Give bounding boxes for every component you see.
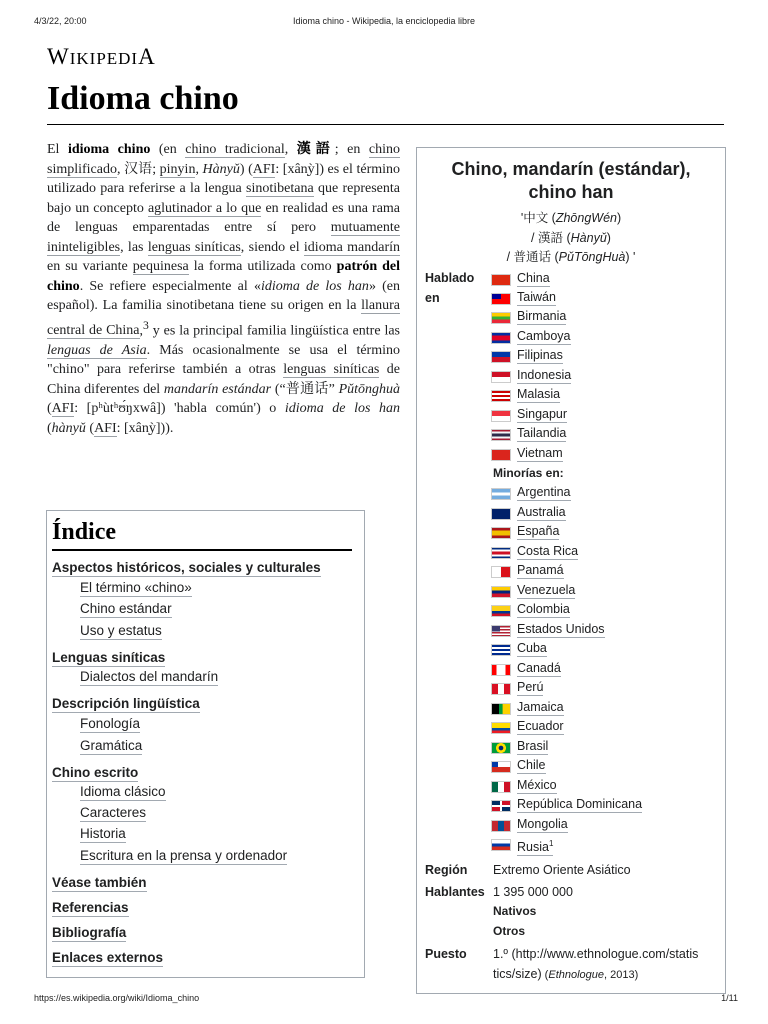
toc-title: Índice: [52, 519, 352, 551]
colombia-flag-icon: [491, 605, 511, 617]
print-date: 4/3/22, 20:00: [34, 16, 87, 26]
philippines-flag-icon: [491, 351, 511, 363]
table-of-contents: [46, 510, 365, 978]
peru-flag-icon: [491, 683, 511, 695]
toc-item-historia[interactable]: Historia: [80, 826, 126, 841]
logo-a: A: [138, 44, 156, 69]
native-name-zhongwen: '中文 (ZhōngWén): [520, 211, 622, 225]
print-page-title: Idioma chino - Wikipedia, la enciclopedia libre: [292, 16, 476, 26]
page-title: Idioma chino: [47, 80, 239, 117]
others-label: Otros: [493, 924, 526, 938]
region-value: Extremo Oriente Asiático: [493, 863, 631, 877]
brazil-flag-icon: [491, 742, 511, 754]
rank-value: 1.º (http://www.ethnologue.com/statis tics/size) (Ethnologue, 2013): [493, 947, 699, 981]
russia-flag-icon: [491, 839, 511, 851]
ref-3[interactable]: 3: [143, 318, 149, 332]
link-chino-tradicional[interactable]: chino tradicional: [185, 142, 285, 157]
link-mutuamente-ininteligibles[interactable]: mutuamente ininteligibles: [47, 220, 400, 255]
spain-flag-icon: [491, 527, 511, 539]
print-url: https://es.wikipedia.org/wiki/Idioma_chino: [34, 993, 200, 1003]
link-llanura-central[interactable]: llanura central de China: [47, 298, 400, 339]
link-pequinesa[interactable]: pequinesa: [132, 259, 189, 274]
toc-item-aspectos[interactable]: Aspectos históricos, sociales y culturales: [52, 560, 321, 575]
jamaica-flag-icon: [491, 703, 511, 715]
toc-item-termino-chino[interactable]: El término «chino»: [80, 580, 192, 595]
toc-item-caracteres[interactable]: Caracteres: [80, 805, 147, 820]
ethnologue-link[interactable]: 1.º (http://www.ethnologue.com/statis tics/size): [493, 947, 699, 981]
australia-flag-icon: [491, 508, 511, 520]
minorities-label: Minorías en:: [493, 466, 564, 480]
toc-item-uso-estatus[interactable]: Uso y estatus: [80, 623, 162, 638]
indonesia-flag-icon: [491, 371, 511, 383]
rank-label: Puesto: [425, 947, 467, 961]
link-lenguas-siniticas-2[interactable]: lenguas siníticas: [283, 362, 380, 378]
canada-flag-icon: [491, 664, 511, 676]
malaysia-flag-icon: [491, 390, 511, 402]
cambodia-flag-icon: [491, 332, 511, 344]
print-header: [0, 16, 768, 30]
panama-flag-icon: [491, 566, 511, 578]
toc-item-escritura-prensa[interactable]: Escritura en la prensa y ordenador: [80, 848, 288, 863]
cuba-flag-icon: [491, 644, 511, 656]
link-chino-simplificado[interactable]: chino simplificado: [47, 142, 401, 177]
ecuador-flag-icon: [491, 722, 511, 734]
toc-item-chino-estandar[interactable]: Chino estándar: [80, 601, 172, 616]
toc-item-idioma-clasico[interactable]: Idioma clásico: [80, 784, 166, 799]
link-sinotibetana[interactable]: sinotibetana: [246, 181, 314, 196]
ref-1[interactable]: 1: [548, 839, 554, 848]
spoken-in-label: Hablado en: [425, 271, 475, 305]
vietnam-flag-icon: [491, 449, 511, 461]
china-flag-icon: [491, 274, 511, 286]
speakers-value: 1 395 000 000: [493, 885, 573, 899]
toc-item-descripcion[interactable]: Descripción lingüística: [52, 696, 200, 711]
natives-label: Nativos: [493, 904, 537, 918]
mexico-flag-icon: [491, 781, 511, 793]
logo-ikipedi: IKIPEDI: [69, 49, 139, 68]
native-name-putonghua: / 普通话 (PǔTōngHuà) ': [506, 250, 636, 264]
print-footer: [0, 993, 768, 1007]
link-lenguas-de-asia[interactable]: lenguas de Asia: [47, 342, 147, 358]
costa-rica-flag-icon: [491, 547, 511, 559]
link-idioma-mandarin[interactable]: idioma mandarín: [303, 239, 400, 255]
link-pinyin[interactable]: pinyin: [159, 161, 196, 177]
link-afi-3[interactable]: AFI: [94, 420, 117, 436]
print-page-number: 1/11: [721, 993, 738, 1003]
title-divider: [47, 124, 724, 125]
chile-flag-icon: [491, 761, 511, 773]
toc-item-referencias[interactable]: Referencias: [52, 900, 129, 915]
toc-item-fonologia[interactable]: Fonología: [80, 716, 141, 731]
thailand-flag-icon: [491, 429, 511, 441]
venezuela-flag-icon: [491, 586, 511, 598]
toc-item-chino-escrito[interactable]: Chino escrito: [52, 765, 139, 780]
myanmar-flag-icon: [491, 312, 511, 324]
toc-item-bibliografia[interactable]: Bibliografía: [52, 925, 127, 940]
dominican-republic-flag-icon: [491, 800, 511, 812]
language-infobox: Chino, mandarín (estándar), chino han '中文 (ZhōngWén) / 漢語 (Hànyǔ) / 普通话 (PǔTōngHuà) ' Hablado en China Taiwán Birmania Camboya Filipinas Indonesia Malasia Singapur Tailandia Vietnam Minorías en: Argentina Australia España Costa Rica Panamá Venezuela Colombia Estados Unidos Cuba Canadá Perú Jamaica Ecuador Brasil Chile México República Dominicana Mongolia Rusia$^1$ Región Extremo Oriente Asiático Hablantes 1 395 000 000 Nativos Otros Puesto 1.º (http://www.ethnologue.com/statis tics/size) (Ethnologue, 2013): [416, 147, 726, 994]
link-afi-2[interactable]: AFI: [51, 401, 75, 417]
region-label: Región: [425, 863, 468, 877]
toc-item-gramatica[interactable]: Gramática: [80, 738, 143, 753]
toc-item-vease-tambien[interactable]: Véase también: [52, 875, 147, 890]
argentina-flag-icon: [491, 488, 511, 500]
wikipedia-logo[interactable]: [47, 44, 156, 70]
mongolia-flag-icon: [491, 820, 511, 832]
speakers-label: Hablantes: [425, 885, 485, 899]
native-name-hanyu: / 漢語 (Hànyǔ): [531, 231, 611, 245]
toc-item-lenguas-siniticas[interactable]: Lenguas siníticas: [52, 650, 166, 665]
toc-item-dialectos[interactable]: Dialectos del mandarín: [80, 669, 219, 684]
singapore-flag-icon: [491, 410, 511, 422]
lead-paragraph: El idioma chino (en chino tradicional, 漢語; en chino simplificado, 汉语; pinyin, Hànyǔ) (AFI: [xân̩ỳ]) es el término utilizado para referirse a la lengua sinotibetana que representa bajo un concepto aglutinador a lo que en realidad es una rama de lenguas emparentadas entre sí pero mutuamente ininteligibles, las lenguas siníticas, siendo el idioma mandarín en su variante pequinesa la forma utilizada como patrón del chino. Se refiere especialmente al «idioma de los han» (en español). La familia sinotibetana tiene su origen en la llanura central de China,$^3$ y es la principal familia lingüística entre las lenguas de Asia. Más ocasionalmente se usa el término "chino" para referirse también a otras lenguas siníticas de China diferentes del mandarín estándar (“普通话” Pǔtōnghuà (AFI: [pʰùtʰʊ́ŋxwâ]) 'habla común') o idioma de los han (hànyǔ (AFI: [xân̩ỳ])).: [47, 142, 401, 436]
link-aglutinador[interactable]: aglutinador a lo que: [147, 200, 262, 216]
link-afi[interactable]: AFI: [252, 161, 276, 177]
link-lenguas-siniticas[interactable]: lenguas siníticas: [147, 239, 241, 255]
usa-flag-icon: [491, 625, 511, 637]
logo-w: W: [47, 44, 70, 69]
toc-item-enlaces-externos[interactable]: Enlaces externos: [52, 950, 164, 965]
infobox-title: Chino, mandarín (estándar), chino han: [451, 159, 691, 202]
taiwan-flag-icon: [491, 293, 511, 305]
